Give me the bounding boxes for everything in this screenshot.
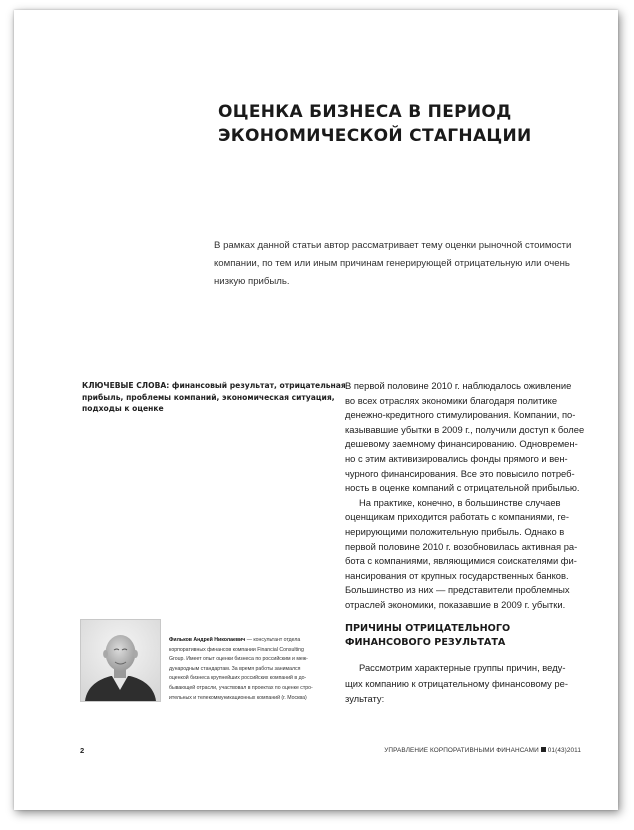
body-line: бота с компаниями, являющимися соискателями фи- (345, 555, 577, 567)
body-line: Большинство из них — представители проблемных (345, 584, 570, 596)
section-line: зультату: (345, 693, 385, 704)
abstract-line: компании, по тем или иным причинам генерирующей отрицательную или очень (214, 258, 570, 269)
section-heading (345, 622, 595, 650)
body-line: нерирующими положительную прибыль. Однако в (345, 525, 565, 537)
running-footer (384, 747, 581, 754)
section-heading-line: ФИНАНСОВОГО РЕЗУЛЬТАТА (345, 637, 506, 648)
journal-name: УПРАВЛЕНИЕ КОРПОРАТИВНЫМИ ФИНАНСАМИ (384, 747, 539, 754)
bio-line: бывающей отрасли, участвовал в проектах по оценке стро- (169, 684, 313, 691)
square-bullet-icon (541, 747, 546, 752)
title-line: ОЦЕНКА БИЗНЕСА В ПЕРИОД (218, 102, 512, 122)
journal-page (14, 10, 618, 810)
body-line: денежно-кредитного стимулирования. Компании, по- (345, 409, 576, 421)
body-line: первой половине 2010 г. возобновилась активная ра- (345, 540, 578, 552)
keywords-block (82, 380, 346, 415)
page-number: 2 (80, 746, 85, 755)
article-title (218, 100, 578, 148)
body-line: ность в оценке компаний с отрицательной прибылью. (345, 482, 580, 494)
body-line: дешевому заемному финансированию. Одновремен- (345, 438, 578, 450)
section-line: Рассмотрим характерные группы причин, веду- (359, 662, 566, 673)
author-photo (80, 619, 161, 702)
bio-line: оценкой бизнеса крупнейших российских компаний в до- (169, 675, 307, 682)
bio-line: ительных и телекоммуникационных компаний (г. Москва) (169, 694, 307, 701)
author-portrait-icon (81, 620, 160, 701)
body-line: во всех отраслях экономики благодаря политике (345, 394, 558, 406)
title-line: ЭКОНОМИЧЕСКОЙ СТАГНАЦИИ (218, 126, 532, 146)
bio-line: дународным стандартам. За время работы занимался (169, 665, 301, 672)
article-abstract (214, 237, 594, 291)
body-line: нансирования от крупных государственных банков. (345, 569, 569, 581)
body-line: оценщикам приходится работать с компаниями, ге- (345, 511, 569, 523)
bio-line: — консультант отдела (245, 637, 301, 643)
author-name: Фильков Андрей Николаевич (169, 637, 246, 643)
keywords-line: прибыль, проблемы компаний, экономическая ситуация, (82, 392, 335, 402)
body-line: чурного финансирования. Все это повысило потреб- (345, 467, 575, 479)
body-line: отраслей экономики, показавшие в 2009 г. убытки. (345, 598, 566, 610)
abstract-line: низкую прибыль. (214, 276, 290, 287)
abstract-line: В рамках данной статьи автор рассматривает тему оценки рыночной стоимости (214, 240, 572, 251)
body-line: В первой половине 2010 г. наблюдалось оживление (345, 380, 572, 391)
section-line: щих компанию к отрицательному финансовому ре- (345, 677, 568, 689)
section-text (345, 660, 595, 707)
section-heading-line: ПРИЧИНЫ ОТРИЦАТЕЛЬНОГО (345, 623, 511, 634)
body-line: но с этим активизировались фонды прямого и вен- (345, 452, 568, 464)
keywords-line: КЛЮЧЕВЫЕ СЛОВА: финансовый результат, отрицательная (82, 381, 346, 390)
author-bio (169, 636, 334, 703)
bio-line: корпоративных финансов компании Financial Consulting (169, 646, 304, 653)
issue-number: 01(43)2011 (547, 747, 581, 754)
body-line: На практике, конечно, в большинстве случаев (359, 496, 561, 508)
body-line: казывавшие убытки в 2009 г., получили доступ к более (345, 423, 585, 435)
keywords-line: подходы к оценке (82, 404, 164, 413)
body-column (345, 379, 595, 613)
bio-line: Group. Имеет опыт оценки бизнеса по российским и меж- (169, 656, 308, 663)
